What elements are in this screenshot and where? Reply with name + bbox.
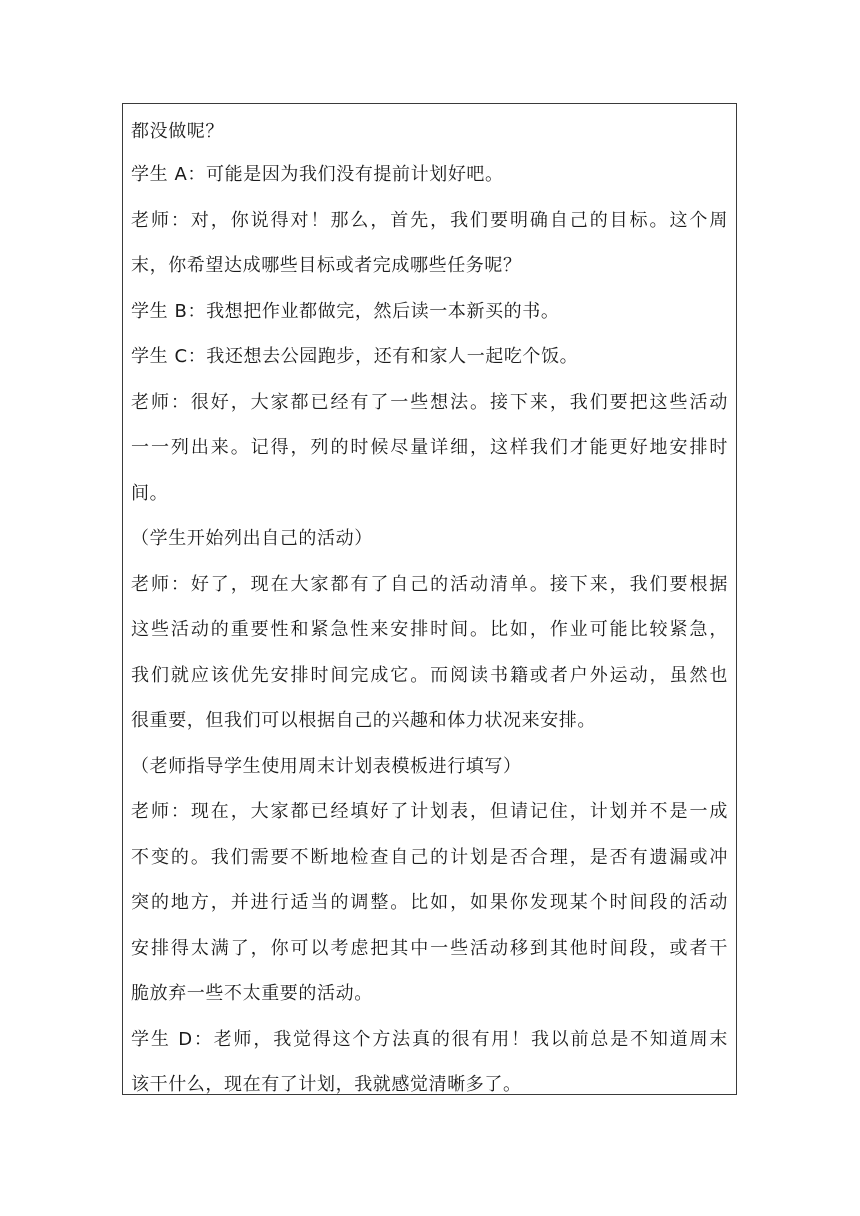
text-line: 这些活动的重要性和紧急性来安排时间。比如，作业可能比较紧急， [131,619,728,640]
text-line: 我们就应该优先安排时间完成它。而阅读书籍或者户外运动，虽然也 [131,664,728,686]
text-line: 末，你希望达成哪些目标或者完成哪些任务呢？ [131,255,522,276]
text-line: 学生 D：老师，我觉得这个方法真的很有用！我以前总是不知道周末 [131,1028,728,1050]
text-line: 老师：好了，现在大家都有了自己的活动清单。接下来，我们要根据 [131,573,728,595]
text-line: 老师：对，你说得对！那么，首先，我们要明确自己的目标。这个周 [131,209,728,231]
text-line: 脆放弃一些不太重要的活动。 [131,983,373,1004]
text-line: 不变的。我们需要不断地检查自己的计划是否合理，是否有遗漏或冲 [131,846,728,868]
text-line: 一一列出来。记得，列的时候尽量详细，这样我们才能更好地安排时 [131,437,728,458]
text-line: 老师：现在，大家都已经填好了计划表，但请记住，计划并不是一成 [131,801,728,822]
text-line: 老师：很好，大家都已经有了一些想法。接下来，我们要把这些活动 [131,391,728,413]
text-line: 该干什么，现在有了计划，我就感觉清晰多了。 [131,1074,522,1095]
text-line: （老师指导学生使用周末计划表模板进行填写） [131,755,522,777]
dialogue-table-cell [122,103,737,1095]
text-line: 都没做呢？ [131,121,224,142]
text-line: 很重要，但我们可以根据自己的兴趣和体力状况来安排。 [131,710,596,731]
text-line: 间。 [131,482,169,504]
text-line: （学生开始列出自己的活动） [131,528,373,549]
text-line: 学生 B：我想把作业都做完，然后读一本新买的书。 [131,300,560,322]
text-line: 学生 A：可能是因为我们没有提前计划好吧。 [131,164,504,185]
text-line: 安排得太满了，你可以考虑把其中一些活动移到其他时间段，或者干 [131,937,728,959]
text-line: 突的地方，并进行适当的调整。比如，如果你发现某个时间段的活动 [131,892,728,913]
text-line: 学生 C：我还想去公园跑步，还有和家人一起吃个饭。 [131,346,579,367]
